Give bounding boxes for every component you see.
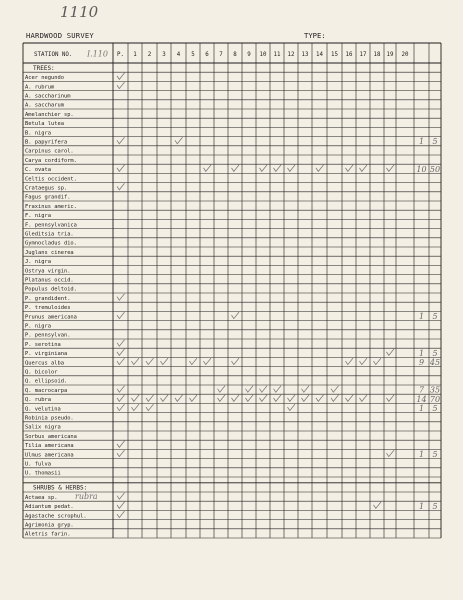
species-name: C. ovata: [25, 167, 51, 174]
species-name: Aletris farin.: [25, 531, 71, 538]
check-mark: [360, 165, 368, 172]
column-header: 4: [176, 52, 181, 58]
species-name: Carpinus carol.: [25, 148, 74, 155]
check-mark: [132, 358, 140, 365]
species-name: Fagus grandif.: [25, 194, 71, 201]
column-header: 3: [162, 52, 166, 58]
check-mark: [374, 502, 382, 509]
column-header: 20: [401, 52, 409, 58]
tally-count: 1: [418, 501, 425, 511]
species-name: Juglans cinerea: [25, 249, 74, 256]
species-name: Fraxinus americ.: [25, 203, 77, 210]
species-name: P. nigra: [25, 323, 51, 330]
check-mark: [117, 137, 125, 144]
column-header: 6: [205, 52, 209, 58]
column-header: 16: [345, 52, 353, 58]
species-name: Adiantum pedat.: [25, 504, 74, 511]
check-mark: [117, 294, 125, 301]
station-header: STATION NO.: [34, 52, 73, 58]
species-name: A. rubrum: [25, 84, 55, 91]
species-name: Prunus americana: [25, 314, 77, 321]
check-mark: [204, 358, 212, 365]
check-mark: [288, 404, 296, 411]
column-header: 13: [301, 52, 309, 58]
column-header: 1: [133, 52, 137, 58]
check-mark: [288, 395, 296, 402]
page-number: 1110: [60, 3, 99, 21]
column-header: 18: [373, 52, 381, 58]
tally-value: 5: [432, 348, 438, 358]
check-mark: [274, 395, 282, 402]
column-header: 14: [316, 52, 323, 58]
check-mark: [117, 73, 125, 80]
check-mark: [117, 450, 125, 457]
species-name: Agrimonia gryp.: [25, 522, 74, 529]
check-mark: [117, 395, 125, 402]
section-heading: SHRUBS & HERBS:: [33, 484, 88, 492]
species-name: Q. velutina: [25, 406, 61, 413]
check-mark: [360, 395, 368, 402]
column-header: 10: [259, 52, 267, 58]
column-header: 2: [147, 52, 152, 58]
species-name: Sorbus americana: [25, 433, 77, 440]
tally-value: 5: [432, 404, 438, 413]
check-mark: [117, 441, 125, 448]
check-mark: [232, 165, 240, 172]
tally-count: 9: [418, 358, 425, 367]
species-name: P. pennsylvan.: [25, 332, 71, 339]
check-mark: [232, 312, 240, 319]
species-name: Quercus alba: [25, 360, 64, 367]
tally-count: 1: [418, 312, 425, 321]
check-mark: [117, 183, 125, 190]
check-mark: [175, 395, 183, 402]
check-mark: [346, 395, 354, 402]
column-header: 9: [247, 52, 251, 58]
tally-value: 45: [429, 358, 441, 367]
column-header: 5: [191, 52, 195, 58]
tally-count: 14: [416, 394, 427, 404]
species-name: Actaea sp.: [25, 494, 58, 501]
species-name: U. fulva: [25, 461, 51, 468]
check-mark: [117, 312, 125, 319]
tally-value: 5: [432, 501, 438, 511]
species-name: B. nigra: [25, 130, 51, 137]
species-name: Agastache scrophul.: [25, 513, 87, 520]
check-mark: [316, 165, 324, 172]
species-name: F. pennsylvanica: [25, 222, 77, 229]
check-mark: [117, 165, 125, 172]
species-name: Populus deltoid.: [25, 286, 77, 293]
check-mark: [175, 137, 183, 144]
check-mark: [288, 165, 296, 172]
check-mark: [302, 395, 310, 402]
check-mark: [387, 395, 395, 402]
column-header: 19: [386, 52, 394, 58]
check-mark: [146, 404, 154, 411]
check-mark: [190, 395, 198, 402]
species-name: Betula lutea: [25, 121, 64, 128]
type-label: TYPE:: [304, 31, 326, 40]
species-name: B. papyrifera: [25, 139, 68, 146]
species-name: Crataegus sp.: [25, 185, 68, 192]
species-name: J. nigra: [25, 259, 51, 266]
species-name: Ulmus americana: [25, 452, 74, 459]
species-name: U. thomasii: [25, 470, 61, 477]
tally-count: 1: [418, 450, 425, 459]
species-name: Q. ellipsoid.: [25, 378, 68, 385]
check-mark: [218, 395, 226, 402]
check-mark: [346, 165, 354, 172]
check-mark: [117, 82, 125, 89]
section-heading: TREES:: [33, 64, 55, 72]
species-name: P. grandident.: [25, 295, 71, 302]
species-name: Amelanchier sp.: [25, 111, 74, 118]
check-mark: [302, 386, 310, 393]
tally-count: 1: [418, 137, 425, 147]
column-header: 15: [331, 52, 338, 58]
check-mark: [190, 358, 198, 365]
check-mark: [331, 386, 339, 393]
species-name: Q. bicolor: [25, 369, 58, 376]
tally-count: 1: [418, 404, 425, 413]
check-mark: [218, 386, 226, 393]
check-mark: [331, 395, 339, 402]
species-name: P. virginiana: [25, 351, 68, 358]
check-mark: [346, 358, 354, 365]
species-name: Gleditsia tria.: [25, 231, 74, 238]
check-mark: [117, 511, 125, 517]
species-name: Carya cordiform.: [25, 157, 77, 164]
check-mark: [246, 386, 254, 393]
species-name: Salix nigra: [25, 424, 61, 431]
species-name: Ostrya virgin.: [25, 268, 71, 275]
tally-count: 1: [418, 348, 425, 358]
species-name: Platanus occid.: [25, 277, 74, 284]
check-mark: [274, 165, 282, 172]
check-mark: [387, 165, 395, 172]
species-name: P. tremuloides: [25, 305, 71, 312]
check-mark: [232, 395, 240, 402]
check-mark: [246, 395, 254, 402]
handwritten-annotation: rubra: [75, 492, 98, 502]
check-mark: [117, 493, 125, 500]
check-mark: [232, 358, 240, 365]
species-name: Q. macrocarpa: [25, 387, 68, 394]
check-mark: [316, 395, 324, 402]
species-name: Celtis occident.: [25, 176, 77, 183]
check-mark: [117, 358, 125, 365]
column-header: 11: [273, 52, 281, 58]
check-mark: [117, 386, 125, 393]
tally-value: 5: [432, 450, 438, 459]
check-mark: [132, 404, 140, 411]
check-mark: [387, 450, 395, 457]
station-number-handwritten: I.110: [87, 49, 108, 59]
document-title: HARDWOOD SURVEY: [26, 31, 94, 40]
check-mark: [360, 358, 368, 365]
check-mark: [374, 358, 382, 365]
tally-count: 7: [418, 385, 425, 395]
species-name: Robinia pseudo.: [25, 415, 74, 422]
check-mark: [146, 395, 154, 402]
species-name: Q. rubra: [25, 397, 51, 404]
column-header: 12: [287, 52, 295, 58]
check-mark: [117, 340, 125, 347]
species-name: F. nigra: [25, 213, 51, 220]
column-header: P.: [117, 52, 124, 58]
check-mark: [260, 395, 268, 402]
tally-value: 5: [432, 312, 438, 321]
check-mark: [117, 349, 125, 356]
tally-count: 10: [416, 164, 427, 174]
species-name: P. serotina: [25, 341, 61, 348]
check-mark: [161, 358, 169, 365]
check-mark: [260, 165, 268, 172]
check-mark: [117, 404, 125, 411]
tally-value: 35: [429, 385, 441, 395]
species-name: Acer negundo: [25, 75, 64, 82]
check-mark: [132, 395, 140, 402]
column-header: 17: [359, 52, 367, 58]
check-mark: [274, 386, 282, 393]
check-mark: [117, 502, 125, 509]
check-mark: [146, 358, 154, 365]
species-name: Gymnocladus dio.: [25, 240, 77, 247]
check-mark: [161, 395, 169, 402]
species-name: A. saccharum: [25, 102, 64, 109]
check-mark: [387, 349, 395, 356]
column-header: 7: [219, 52, 223, 58]
species-name: A. saccharinum: [25, 93, 71, 100]
species-name: Tilia americana: [25, 443, 74, 450]
tally-value: 70: [429, 394, 441, 404]
tally-value: 5: [432, 137, 438, 147]
check-mark: [260, 386, 268, 393]
check-mark: [204, 165, 212, 172]
tally-value: 50: [429, 164, 441, 174]
column-header: 8: [233, 52, 237, 58]
